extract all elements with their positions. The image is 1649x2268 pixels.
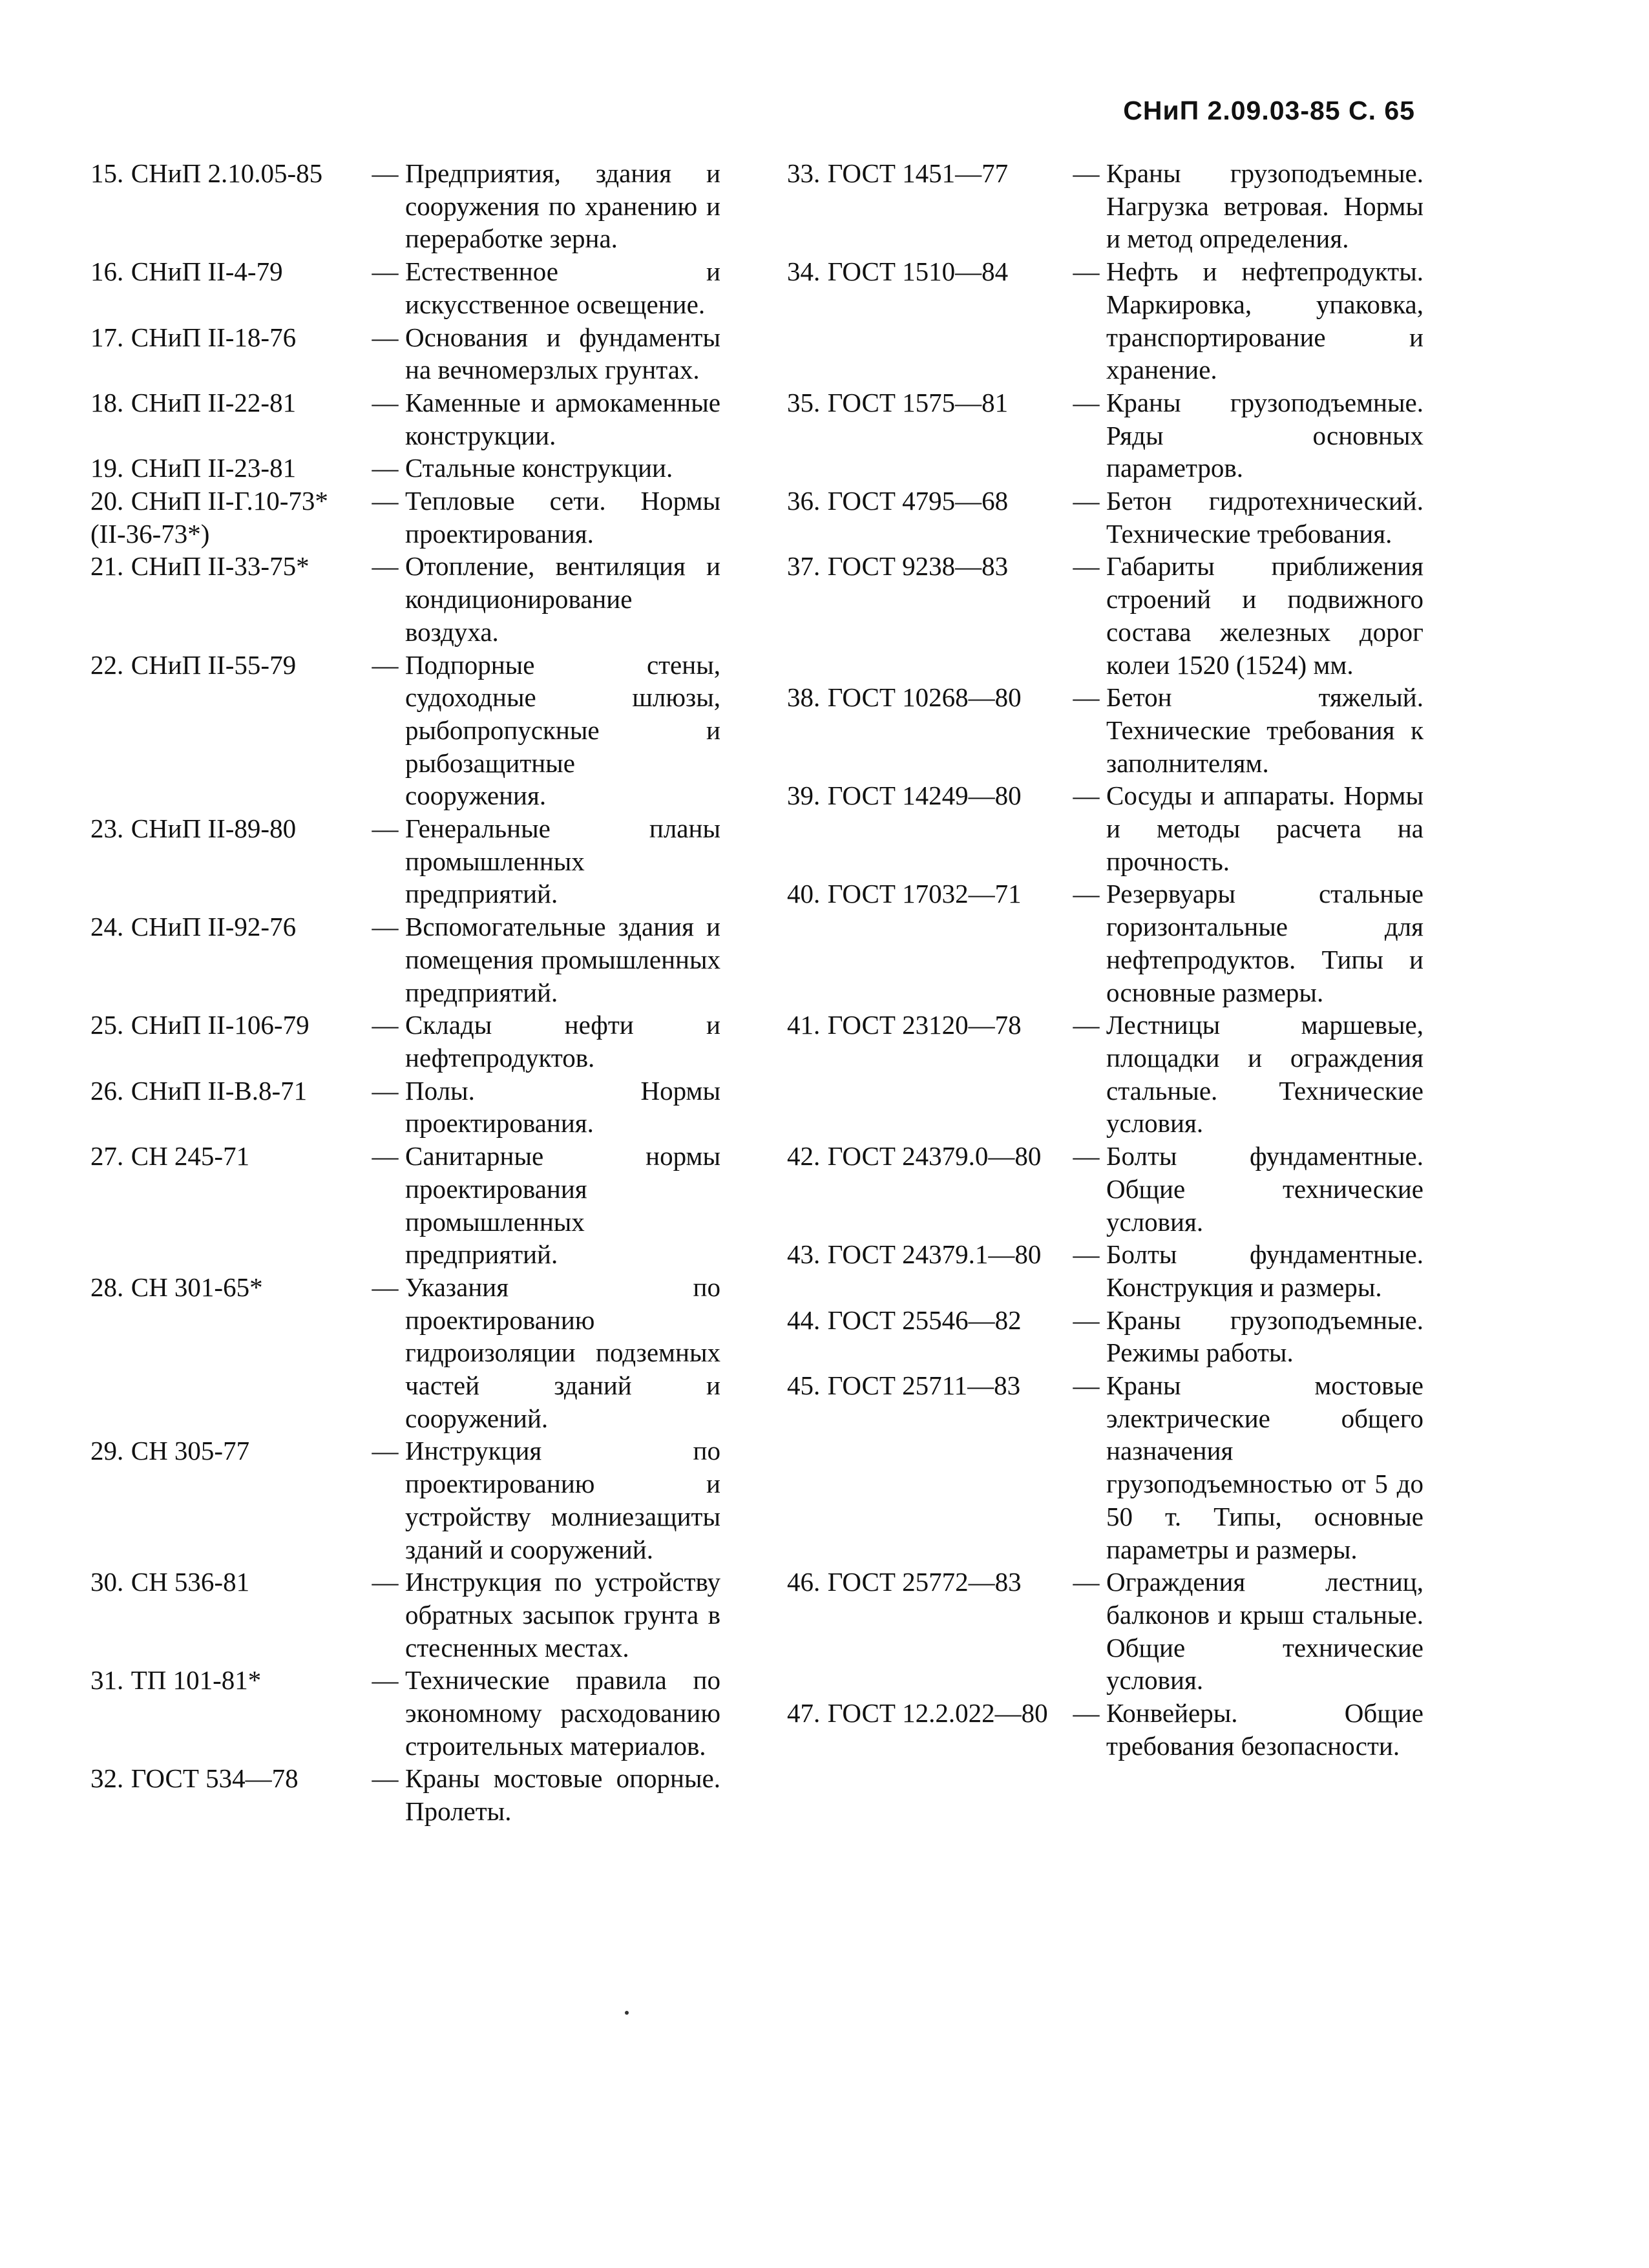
reference-designation xyxy=(90,452,365,485)
reference-entry xyxy=(90,1664,720,1762)
separator-dash: — xyxy=(372,649,399,680)
reference-designation xyxy=(90,910,365,943)
separator-dash: — xyxy=(372,814,399,844)
separator-dash: — xyxy=(372,1436,399,1466)
reference-designation xyxy=(787,877,1066,910)
page-header: СНиП 2.09.03-85 С. 65 xyxy=(1123,96,1415,125)
standard-code: СНиП II-Г.10-73* xyxy=(131,486,328,516)
designation-line xyxy=(787,1697,1066,1730)
reference-designation xyxy=(90,649,365,682)
designation-line xyxy=(90,386,365,419)
designation-line xyxy=(787,1304,1066,1337)
separator-dash: — xyxy=(372,551,399,582)
standard-title: Краны грузоподъемные. Режимы работы. xyxy=(1106,1305,1423,1368)
reference-entry xyxy=(90,1762,720,1827)
standard-code: СН 301-65* xyxy=(131,1272,263,1302)
separator-dash: — xyxy=(1073,682,1100,713)
reference-entry xyxy=(787,485,1423,550)
standard-title: Лестницы маршевые, площадки и ограждения стальные. Технические условия. xyxy=(1106,1010,1423,1139)
reference-entry xyxy=(90,1271,720,1435)
standard-title: Каменные и армокаменные конструкции. xyxy=(405,387,720,450)
reference-number: 38. xyxy=(787,682,821,713)
designation-line xyxy=(787,1238,1066,1271)
references-column-right xyxy=(787,157,1423,1762)
designation-line xyxy=(787,1369,1066,1402)
designation-line xyxy=(90,485,365,518)
standard-code: СНиП II-89-80 xyxy=(131,814,297,844)
standard-title: Предприятия, здания и сооружения по хранению и переработке зерна. xyxy=(405,158,720,254)
standard-code: ГОСТ 24379.0—80 xyxy=(827,1141,1042,1171)
references-column-left xyxy=(90,157,720,1828)
designation-line xyxy=(90,1434,365,1467)
standard-title: Болты фундаментные. Конструкция и размеры. xyxy=(1106,1239,1423,1302)
reference-number: 19. xyxy=(90,453,124,483)
reference-number: 41. xyxy=(787,1010,821,1040)
reference-entry xyxy=(90,649,720,813)
standard-title: Естественное и искусственное освещение. xyxy=(405,257,720,319)
standard-title: Инструкция по проектированию и устройству молниезащиты зданий и сооружений. xyxy=(405,1436,720,1564)
standard-code: ГОСТ 1451—77 xyxy=(827,158,1009,188)
reference-number: 37. xyxy=(787,551,821,582)
reference-designation xyxy=(90,321,365,354)
reference-designation xyxy=(90,1664,365,1697)
standard-code: ГОСТ 17032—71 xyxy=(827,879,1022,909)
standard-title: Вспомогательные здания и помещения промышленных предприятий. xyxy=(405,912,720,1007)
reference-designation xyxy=(787,1140,1066,1173)
reference-number: 28. xyxy=(90,1272,124,1302)
separator-dash: — xyxy=(372,1665,399,1696)
standard-code: СНиП II-22-81 xyxy=(131,387,297,417)
reference-number: 15. xyxy=(90,158,124,188)
reference-entry xyxy=(787,157,1423,255)
designation-line xyxy=(90,1566,365,1599)
reference-entry xyxy=(787,779,1423,877)
standard-title: Технические правила по экономному расходованию строительных материалов. xyxy=(405,1665,720,1761)
designation-line xyxy=(787,386,1066,419)
separator-dash: — xyxy=(372,1141,399,1171)
reference-entry xyxy=(90,812,720,910)
designation-line xyxy=(90,1762,365,1795)
separator-dash: — xyxy=(1073,1567,1100,1597)
reference-number: 45. xyxy=(787,1370,821,1401)
reference-entry xyxy=(90,321,720,386)
reference-entry xyxy=(90,550,720,648)
reference-entry xyxy=(90,1140,720,1271)
standard-title: Инструкция по устройству обратных засыпок грунта в стесненных местах. xyxy=(405,1567,720,1663)
separator-dash: — xyxy=(1073,257,1100,287)
standard-title: Ограждения лестниц, балконов и крыш стальные. Общие технические условия. xyxy=(1106,1567,1423,1696)
standard-code: СНиП II-В.8-71 xyxy=(131,1075,308,1106)
standard-title: Резервуары стальные горизонтальные для нефтепродуктов. Типы и основные размеры. xyxy=(1106,879,1423,1007)
standard-title: Сосуды и аппараты. Нормы и методы расчета на прочность. xyxy=(1106,781,1423,876)
designation-line xyxy=(90,255,365,288)
standard-title: Краны мостовые опорные. Пролеты. xyxy=(405,1763,720,1827)
separator-dash: — xyxy=(372,387,399,417)
standard-title: Конвейеры. Общие требования безопасности. xyxy=(1106,1698,1423,1761)
reference-number: 23. xyxy=(90,814,124,844)
separator-dash: — xyxy=(372,257,399,287)
standard-code: ГОСТ 9238—83 xyxy=(827,551,1009,582)
standard-title: Указания по проектированию гидроизоляции подземных частей зданий и сооружений. xyxy=(405,1272,720,1433)
reference-entry xyxy=(90,255,720,320)
standard-code: ГОСТ 12.2.022—80 xyxy=(827,1698,1048,1728)
reference-number: 27. xyxy=(90,1141,124,1171)
reference-designation xyxy=(90,1075,365,1108)
reference-entry xyxy=(787,877,1423,1009)
reference-designation xyxy=(787,779,1066,812)
reference-designation xyxy=(90,386,365,419)
reference-number: 22. xyxy=(90,649,124,680)
reference-number: 36. xyxy=(787,486,821,516)
reference-designation xyxy=(787,157,1066,190)
standard-code: СНиП II-23-81 xyxy=(131,453,297,483)
designation-line xyxy=(787,1009,1066,1042)
designation-line xyxy=(90,157,365,190)
reference-entry xyxy=(787,681,1423,779)
reference-designation xyxy=(90,1271,365,1304)
standard-title: Габариты приближения строений и подвижного состава железных дорог колеи 1520 (1524) мм. xyxy=(1106,551,1423,680)
reference-number: 30. xyxy=(90,1567,124,1597)
standard-code: СНиП II-18-76 xyxy=(131,322,297,352)
reference-designation xyxy=(90,1434,365,1467)
standard-code: СНиП II-92-76 xyxy=(131,912,297,942)
standard-title: Отопление, вентиляция и кондиционирование воздуха. xyxy=(405,551,720,647)
reference-entry xyxy=(787,1566,1423,1697)
reference-number: 20. xyxy=(90,486,124,516)
standard-code: СНиП 2.10.05-85 xyxy=(131,158,323,188)
separator-dash: — xyxy=(372,486,399,516)
standard-code: ГОСТ 24379.1—80 xyxy=(827,1239,1042,1270)
reference-entry xyxy=(787,386,1423,485)
reference-designation xyxy=(787,1304,1066,1337)
designation-line xyxy=(90,321,365,354)
reference-designation xyxy=(90,550,365,583)
reference-number: 16. xyxy=(90,257,124,287)
reference-entry xyxy=(787,550,1423,681)
reference-entry xyxy=(787,1140,1423,1238)
separator-dash: — xyxy=(1073,1141,1100,1171)
separator-dash: — xyxy=(372,322,399,352)
designation-line xyxy=(787,877,1066,910)
standard-title: Стальные конструкции. xyxy=(405,453,673,483)
standard-code: ГОСТ 1510—84 xyxy=(827,257,1009,287)
separator-dash: — xyxy=(1073,1239,1100,1270)
standard-title: Нефть и нефтепродукты. Маркировка, упаковка, транспортирование и хранение. xyxy=(1106,257,1423,385)
designation-line xyxy=(90,452,365,485)
standard-title: Бетон тяжелый. Технические требования к заполнителям. xyxy=(1106,682,1423,778)
designation-line xyxy=(787,485,1066,518)
separator-dash: — xyxy=(372,1075,399,1106)
designation-line xyxy=(90,649,365,682)
separator-dash: — xyxy=(1073,387,1100,417)
separator-dash: — xyxy=(372,1272,399,1302)
stray-dot-mark xyxy=(625,2011,629,2015)
reference-entry xyxy=(90,485,720,550)
reference-designation xyxy=(90,1762,365,1795)
standard-title: Краны грузоподъемные. Нагрузка ветровая. Нормы и метод определения. xyxy=(1106,158,1423,254)
reference-number: 43. xyxy=(787,1239,821,1270)
reference-designation xyxy=(90,812,365,845)
separator-dash: — xyxy=(1073,1370,1100,1401)
standard-title: Генеральные планы промышленных предприятий. xyxy=(405,814,720,909)
standard-code: ГОСТ 14249—80 xyxy=(827,781,1022,811)
reference-entry xyxy=(787,1238,1423,1303)
separator-dash: — xyxy=(1073,781,1100,811)
reference-number: 17. xyxy=(90,322,124,352)
separator-dash: — xyxy=(372,912,399,942)
reference-number: 18. xyxy=(90,387,124,417)
separator-dash: — xyxy=(1073,486,1100,516)
reference-entry xyxy=(90,1434,720,1566)
reference-designation xyxy=(787,1009,1066,1042)
reference-entry xyxy=(90,1566,720,1664)
standard-title: Основания и фундаменты на вечномерзлых грунтах. xyxy=(405,322,720,385)
separator-dash: — xyxy=(372,1010,399,1040)
reference-number: 29. xyxy=(90,1436,124,1466)
reference-designation xyxy=(787,255,1066,288)
designation-line xyxy=(787,157,1066,190)
reference-number: 26. xyxy=(90,1075,124,1106)
reference-designation xyxy=(787,550,1066,583)
standard-code: ГОСТ 25711—83 xyxy=(827,1370,1021,1401)
standard-title: Краны грузоподъемные. Ряды основных параметров. xyxy=(1106,387,1423,483)
reference-entry xyxy=(90,1009,720,1074)
reference-number: 25. xyxy=(90,1010,124,1040)
reference-number: 24. xyxy=(90,912,124,942)
reference-designation xyxy=(787,1369,1066,1402)
standard-title: Склады нефти и нефтепродуктов. xyxy=(405,1010,720,1073)
reference-designation xyxy=(90,1140,365,1173)
reference-number: 33. xyxy=(787,158,821,188)
reference-number: 39. xyxy=(787,781,821,811)
designation-line xyxy=(787,1566,1066,1599)
reference-entry xyxy=(90,386,720,452)
standard-code: СН 305-77 xyxy=(131,1436,250,1466)
separator-dash: — xyxy=(1073,551,1100,582)
reference-entry xyxy=(90,452,720,485)
standard-title: Санитарные нормы проектирования промышленных предприятий. xyxy=(405,1141,720,1270)
standard-code: ГОСТ 534—78 xyxy=(131,1763,299,1794)
reference-number: 44. xyxy=(787,1305,821,1335)
separator-dash: — xyxy=(1073,1305,1100,1335)
reference-entry xyxy=(787,1697,1423,1762)
standard-code: ГОСТ 23120—78 xyxy=(827,1010,1022,1040)
reference-number: 32. xyxy=(90,1763,124,1794)
standard-title: Тепловые сети. Нормы проектирования. xyxy=(405,486,720,549)
designation-line xyxy=(90,1140,365,1173)
standard-code: ТП 101-81* xyxy=(131,1665,262,1696)
standard-title: Болты фундаментные. Общие технические условия. xyxy=(1106,1141,1423,1237)
designation-line xyxy=(787,255,1066,288)
standard-code: ГОСТ 25772—83 xyxy=(827,1567,1022,1597)
reference-designation xyxy=(90,157,365,190)
separator-dash: — xyxy=(372,1763,399,1794)
standard-title: Подпорные стены, судоходные шлюзы, рыбопропускные и рыбозащитные сооружения. xyxy=(405,649,720,811)
reference-designation xyxy=(90,255,365,288)
designation-line xyxy=(787,779,1066,812)
reference-number: 40. xyxy=(787,879,821,909)
separator-dash: — xyxy=(372,158,399,188)
standard-code: СНиП II-33-75* xyxy=(131,551,310,582)
reference-designation xyxy=(90,1009,365,1042)
designation-line xyxy=(90,812,365,845)
standard-code: ГОСТ 1575—81 xyxy=(827,387,1009,417)
separator-dash: — xyxy=(1073,1010,1100,1040)
standard-code-alt: (II-36-73*) xyxy=(90,518,210,549)
reference-entry xyxy=(90,1075,720,1140)
reference-number: 47. xyxy=(787,1698,821,1728)
reference-entry xyxy=(787,1369,1423,1566)
reference-entry xyxy=(90,157,720,255)
designation-line xyxy=(787,1140,1066,1173)
reference-designation xyxy=(90,485,365,550)
standard-code: ГОСТ 10268—80 xyxy=(827,682,1022,713)
reference-designation xyxy=(787,386,1066,419)
separator-dash: — xyxy=(1073,158,1100,188)
designation-line xyxy=(90,1009,365,1042)
standard-title: Краны мостовые электрические общего назначения грузоподъемностью от 5 до 50 т. Типы, основные параметры и размеры. xyxy=(1106,1370,1423,1564)
reference-number: 31. xyxy=(90,1665,124,1696)
designation-line xyxy=(90,550,365,583)
designation-line xyxy=(787,681,1066,714)
standard-code: СНиП II-55-79 xyxy=(131,649,297,680)
reference-number: 21. xyxy=(90,551,124,582)
reference-entry xyxy=(787,1304,1423,1369)
reference-number: 46. xyxy=(787,1567,821,1597)
standard-title: Бетон гидротехнический. Технические требования. xyxy=(1106,486,1423,549)
standard-code: СН 536-81 xyxy=(131,1567,250,1597)
reference-entry xyxy=(90,910,720,1009)
reference-number: 34. xyxy=(787,257,821,287)
separator-dash: — xyxy=(1073,879,1100,909)
designation-line xyxy=(90,1075,365,1108)
reference-designation xyxy=(90,1566,365,1599)
designation-line xyxy=(90,910,365,943)
reference-designation xyxy=(787,1566,1066,1599)
separator-dash: — xyxy=(1073,1698,1100,1728)
reference-entry xyxy=(787,1009,1423,1140)
reference-designation xyxy=(787,681,1066,714)
standard-code: СН 245-71 xyxy=(131,1141,250,1171)
standard-code: СНиП II-106-79 xyxy=(131,1010,310,1040)
designation-line xyxy=(90,1664,365,1697)
reference-designation xyxy=(787,485,1066,518)
standard-code: ГОСТ 4795—68 xyxy=(827,486,1009,516)
standard-code: СНиП II-4-79 xyxy=(131,257,283,287)
reference-entry xyxy=(787,255,1423,386)
separator-dash: — xyxy=(372,453,399,483)
reference-number: 35. xyxy=(787,387,821,417)
standard-title: Полы. Нормы проектирования. xyxy=(405,1075,720,1139)
separator-dash: — xyxy=(372,1567,399,1597)
reference-designation xyxy=(787,1238,1066,1271)
designation-line xyxy=(90,1271,365,1304)
reference-number: 42. xyxy=(787,1141,821,1171)
standard-code: ГОСТ 25546—82 xyxy=(827,1305,1022,1335)
reference-designation xyxy=(787,1697,1066,1730)
designation-line xyxy=(787,550,1066,583)
